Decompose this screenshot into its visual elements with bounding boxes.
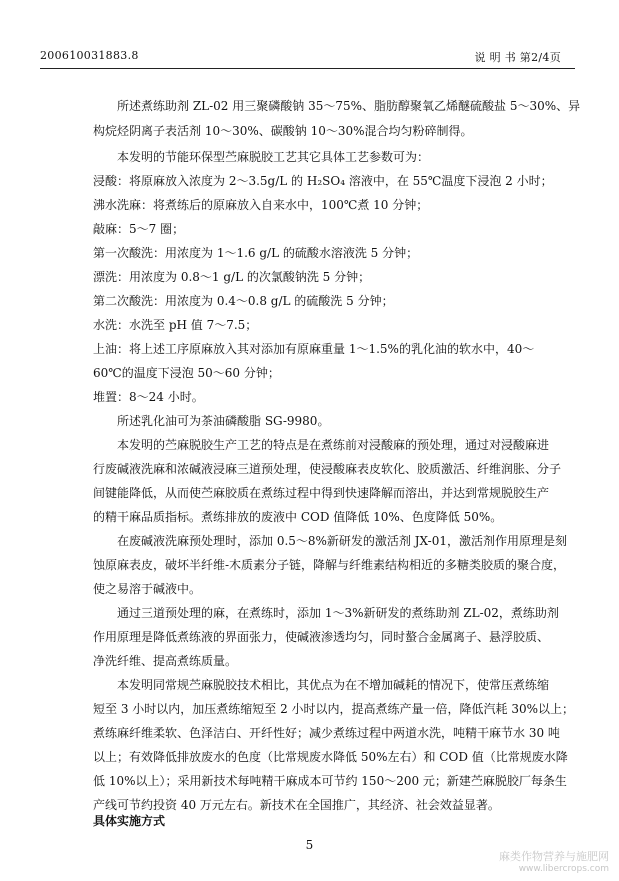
watermark-name: 麻类作物营养与施肥网 [499,850,609,863]
watermark-url: www.libercrops.com [518,864,609,874]
section-heading: 具体实施方式 [93,814,166,828]
body-line: 本发明的节能环保型苎麻脱胶工艺其它具体工艺参数可为： [117,150,430,164]
body-line: 所述煮练助剂 ZL-02 用三聚磷酸钠 35～75%、脂肪醇聚氧乙烯醚硫酸盐 5～30%、异 [117,99,581,113]
body-line: 第一次酸洗：用浓度为 1～1.6 g/L 的硫酸水溶液洗 5 分钟； [93,246,419,260]
body-line: 使之易溶于碱液中。 [93,582,202,596]
body-line: 短至 3 小时以内，加压煮练缩短至 2 小时以内，提高煮练产量一倍，降低汽耗 30%以上； [93,702,575,716]
body-line: 浸酸：将原麻放入浓度为 2～3.5g/L 的 H₂SO₄ 溶液中，在 55℃温度下浸泡 2 小时； [93,174,553,188]
body-line: 上油：将上述工序原麻放入其对添加有原麻重量 1～1.5%的乳化油的软水中，40～ [93,342,535,356]
body-line: 本发明的苎麻脱胶生产工艺的特点是在煮练前对浸酸麻的预处理，通过对浸酸麻进 [117,438,550,452]
watermark [469,848,609,874]
patent-number: 200610031883.8 [40,49,139,62]
body-line: 煮练麻纤维柔软、色泽洁白、开纤性好；减少煮练过程中两道水洗，吨精干麻节水 30 吨 [93,726,560,740]
body-line: 水洗：水洗至 pH 值 7～7.5； [93,318,258,332]
body-line: 以上；有效降低排放废水的色度（比常规废水降低 50%左右）和 COD 值（比常规废水降 [93,750,568,764]
body-line: 行废碱液洗麻和浓碱液浸麻三道预处理，使浸酸麻表皮软化、胶质激活、纤维润胀、分子 [93,462,562,476]
body-line: 作用原理是降低煮练液的界面张力，使碱液渗透均匀，同时螯合金属离子、悬浮胶质、 [93,630,550,644]
body-line: 间键能降低，从而使苎麻胶质在煮练过程中得到快速降解而溶出，并达到常规脱胶生产 [93,486,550,500]
body-line: 构烷烃阴离子表活剂 10～30%、碳酸钠 10～30%混合均匀粉碎制得。 [93,124,473,138]
body-line: 漂洗：用浓度为 0.8～1 g/L 的次氯酸钠洗 5 分钟； [93,270,371,284]
body-line: 所述乳化油可为茶油磷酸脂 SG-9980。 [117,414,330,428]
body-line: 低 10%以上）；采用新技术每吨精干麻成本可节约 150～200 元；新建苎麻脱胶厂每条生 [93,774,567,788]
body-line: 在废碱液洗麻预处理时，添加 0.5～8%新研发的激活剂 JX-01，激活剂作用原理是刻 [117,534,568,548]
body-line: 60℃的温度下浸泡 50～60 分钟； [93,366,280,380]
body-line: 沸水洗麻：将煮练后的原麻放入自来水中，100℃煮 10 分钟； [93,198,429,212]
header-divider [40,68,575,69]
page-number: 5 [305,838,314,852]
body-line: 净洗纤维、提高煮练质量。 [93,654,238,668]
body-line: 本发明同常规苎麻脱胶技术相比，其优点为在不增加碱耗的情况下，使常压煮练缩 [117,678,550,692]
body-line: 敲麻：5～7 圈； [93,222,185,236]
body-line: 的精干麻品质指标。煮练排放的废液中 COD 值降低 10%、色度降低 50%。 [93,510,503,524]
body-line: 产线可节约投资 40 万元左右。新技术在全国推广，其经济、社会效益显著。 [93,798,500,812]
body-line: 通过三道预处理的麻，在煮练时，添加 1～3%新研发的煮练助剂 ZL-02，煮练助剂 [117,606,559,620]
body-line: 蚀原麻表皮，破坏半纤维-木质素分子链，降解与纤维素结构相近的多糖类胶质的聚合度， [93,558,566,572]
header-section-page: 说 明 书 第2/4页 [474,51,561,64]
body-line: 第二次酸洗：用浓度为 0.4～0.8 g/L 的硫酸洗 5 分钟； [93,294,394,308]
body-line: 堆置：8～24 小时。 [93,390,204,404]
